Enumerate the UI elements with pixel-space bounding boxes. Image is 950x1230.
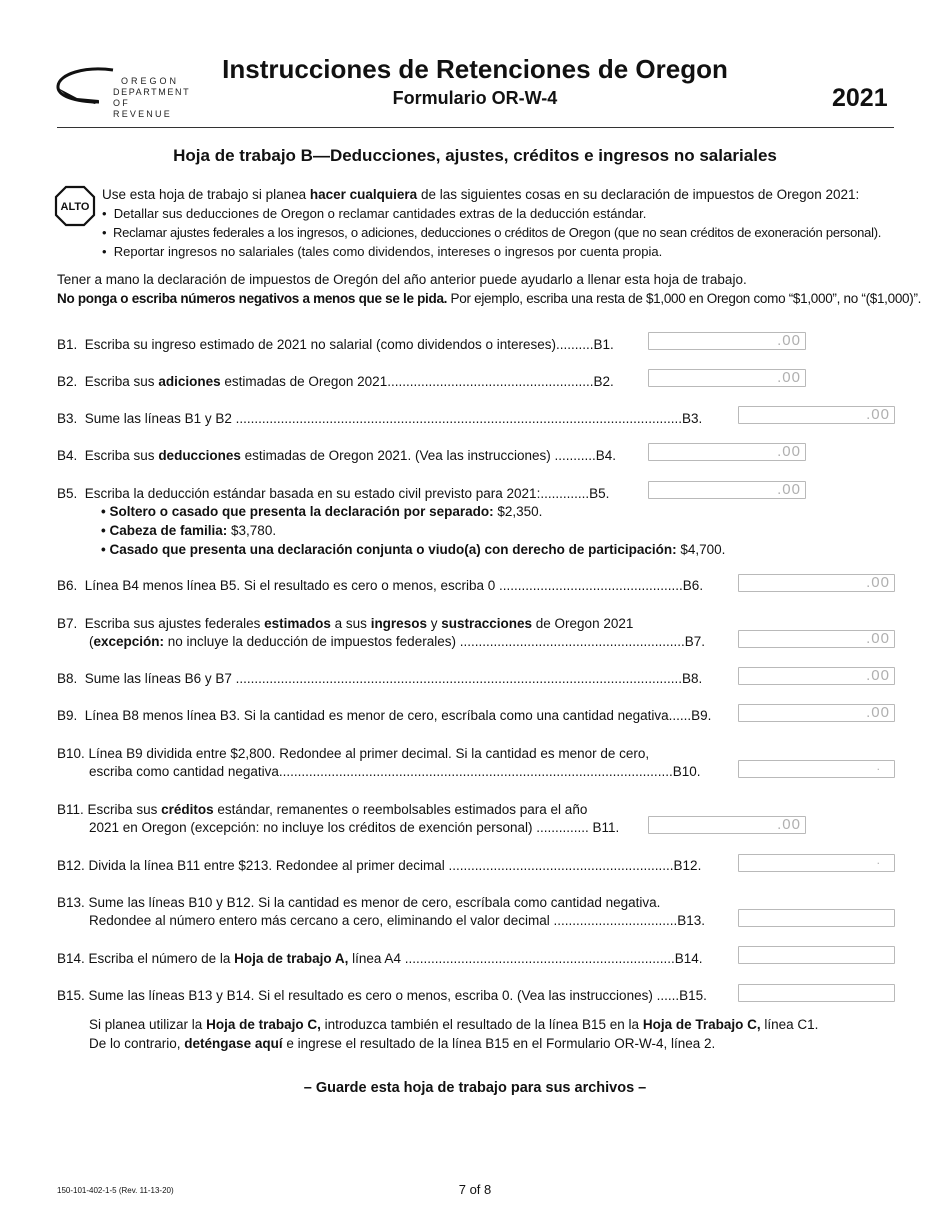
- line-b4-field[interactable]: .00: [648, 443, 806, 461]
- alto-bullet: • Detallar sus deducciones de Oregon o reclamar cantidades extras de la deducción estándar.: [102, 206, 647, 221]
- line-b5-field[interactable]: .00: [648, 481, 806, 499]
- keep-worksheet-note: – Guarde esta hoja de trabajo para sus archivos –: [303, 1080, 647, 1096]
- line-b10-field[interactable]: .: [738, 760, 895, 778]
- line-b6-label: B6. Línea B4 menos línea B5. Si el resultado es cero o menos, escriba 0 .................................................B6.: [57, 578, 704, 593]
- line-b12-label: B12. Divida la línea B11 entre $213. Redondee al primer decimal ............................................................B12.: [57, 858, 702, 873]
- stop-sign-icon: [54, 185, 96, 227]
- line-b7-field[interactable]: .00: [738, 630, 895, 648]
- line-b7-label-cont: (excepción: no incluye la deducción de impuestos federales) ............................................................B7.: [89, 634, 706, 649]
- line-b13-field[interactable]: [738, 909, 895, 927]
- stop-sign-label: ALTO: [60, 201, 90, 213]
- closing-instruction: De lo contrario, deténgase aquí e ingrese el resultado de la línea B15 en el Formulario OR-W-4, línea 2.: [89, 1036, 716, 1051]
- b5-option-head-of-household: • Cabeza de familia: $3,780.: [101, 523, 277, 538]
- line-b6-field[interactable]: .00: [738, 574, 895, 592]
- line-b14-label: B14. Escriba el número de la Hoja de trabajo A, línea A4 ........................................................................B14.: [57, 951, 703, 966]
- b5-option-single: • Soltero o casado que presenta la declaración por separado: $2,350.: [101, 504, 543, 519]
- alto-bullet: • Reclamar ajustes federales a los ingresos, o adiciones, deducciones o créditos de Oregon (que no sean créditos de exoneración personal).: [102, 225, 882, 240]
- line-b13-label-cont: Redondee al número entero más cercano a cero, eliminando el valor decimal .................................B13.: [89, 913, 706, 928]
- note-prior-return: Tener a mano la declaración de impuestos de Oregón del año anterior puede ayudarlo a llenar esta hoja de trabajo.: [57, 272, 747, 287]
- page-number: 7 of 8: [458, 1182, 492, 1197]
- line-b9-field[interactable]: .00: [738, 704, 895, 722]
- line-b3-label: B3. Sume las líneas B1 y B2 .......................................................................................................................B3.: [57, 411, 703, 426]
- line-b12-field[interactable]: .: [738, 854, 895, 872]
- logo-line-3: OF REVENUE: [113, 98, 172, 119]
- form-code: 150-101-402-1-5 (Rev. 11-13-20): [57, 1186, 174, 1195]
- form-subtitle: Formulario OR-W-4: [392, 88, 558, 108]
- b5-option-married-joint: • Casado que presenta una declaración conjunta o viudo(a) con derecho de participación: $4,700.: [101, 542, 726, 557]
- line-b7-label: B7. Escriba sus ajustes federales estimados a sus ingresos y sustracciones de Oregon 2021: [57, 616, 634, 631]
- alto-bullet: • Reportar ingresos no salariales (tales como dividendos, intereses o ingresos por cuenta propia.: [102, 244, 663, 259]
- line-b15-label: B15. Sume las líneas B13 y B14. Si el resultado es cero o menos, escriba 0. (Vea las instrucciones) ......B15.: [57, 988, 707, 1003]
- page-title: Instrucciones de Retenciones de Oregon: [222, 54, 728, 84]
- logo-line-2: DEPARTMENT: [113, 87, 191, 97]
- note-negative-numbers: No ponga o escriba números negativos a menos que se le pida. Por ejemplo, escriba una resta de $1,000 en Oregon como “$1,000”, no “($1,000)”.: [57, 291, 922, 306]
- line-b9-label: B9. Línea B8 menos línea B3. Si la cantidad es menor de cero, escríbala como una cantidad negativa......B9.: [57, 708, 712, 723]
- line-b11-field[interactable]: .00: [648, 816, 806, 834]
- line-b5-label: B5. Escriba la deducción estándar basada en su estado civil previsto para 2021:.............B5.: [57, 486, 610, 501]
- line-b11-label-cont: 2021 en Oregon (excepción: no incluye los créditos de exención personal) .............. B11.: [89, 820, 620, 835]
- line-b8-field[interactable]: .00: [738, 667, 895, 685]
- line-b1-field[interactable]: .00: [648, 332, 806, 350]
- line-b8-label: B8. Sume las líneas B6 y B7 .......................................................................................................................B8.: [57, 671, 703, 686]
- line-b1-label: B1. Escriba su ingreso estimado de 2021 no salarial (como dividendos o intereses)..........B1.: [57, 337, 614, 352]
- line-b14-field[interactable]: [738, 946, 895, 964]
- worksheet-title: Hoja de trabajo B—Deducciones, ajustes, créditos e ingresos no salariales: [173, 146, 777, 165]
- form-year: 2021: [832, 84, 888, 112]
- line-b15-field[interactable]: [738, 984, 895, 1002]
- line-b10-label-cont: escriba como cantidad negativa.........................................................................................................B10.: [89, 764, 701, 779]
- line-b3-field[interactable]: .00: [738, 406, 895, 424]
- line-b2-label: B2. Escriba sus adiciones estimadas de Oregon 2021.......................................................B2.: [57, 374, 614, 389]
- logo-line-1: OREGON: [121, 76, 180, 86]
- line-b2-field[interactable]: .00: [648, 369, 806, 387]
- line-b4-label: B4. Escriba sus deducciones estimadas de Oregon 2021. (Vea las instrucciones) ...........B4.: [57, 448, 617, 463]
- alto-intro: Use esta hoja de trabajo si planea hacer cualquiera de las siguientes cosas en su declaración de impuestos de Oregon 2021:: [102, 187, 860, 202]
- closing-instruction: Si planea utilizar la Hoja de trabajo C, introduzca también el resultado de la línea B15 en la Hoja de Trabajo C, línea C1.: [89, 1017, 819, 1032]
- line-b11-label: B11. Escriba sus créditos estándar, remanentes o reembolsables estimados para el año: [57, 802, 588, 817]
- header-divider: [57, 127, 894, 128]
- line-b13-label: B13. Sume las líneas B10 y B12. Si la cantidad es menor de cero, escríbala como cantidad negativa.: [57, 895, 661, 910]
- line-b10-label: B10. Línea B9 dividida entre $2,800. Redondee al primer decimal. Si la cantidad es menor de cero,: [57, 746, 650, 761]
